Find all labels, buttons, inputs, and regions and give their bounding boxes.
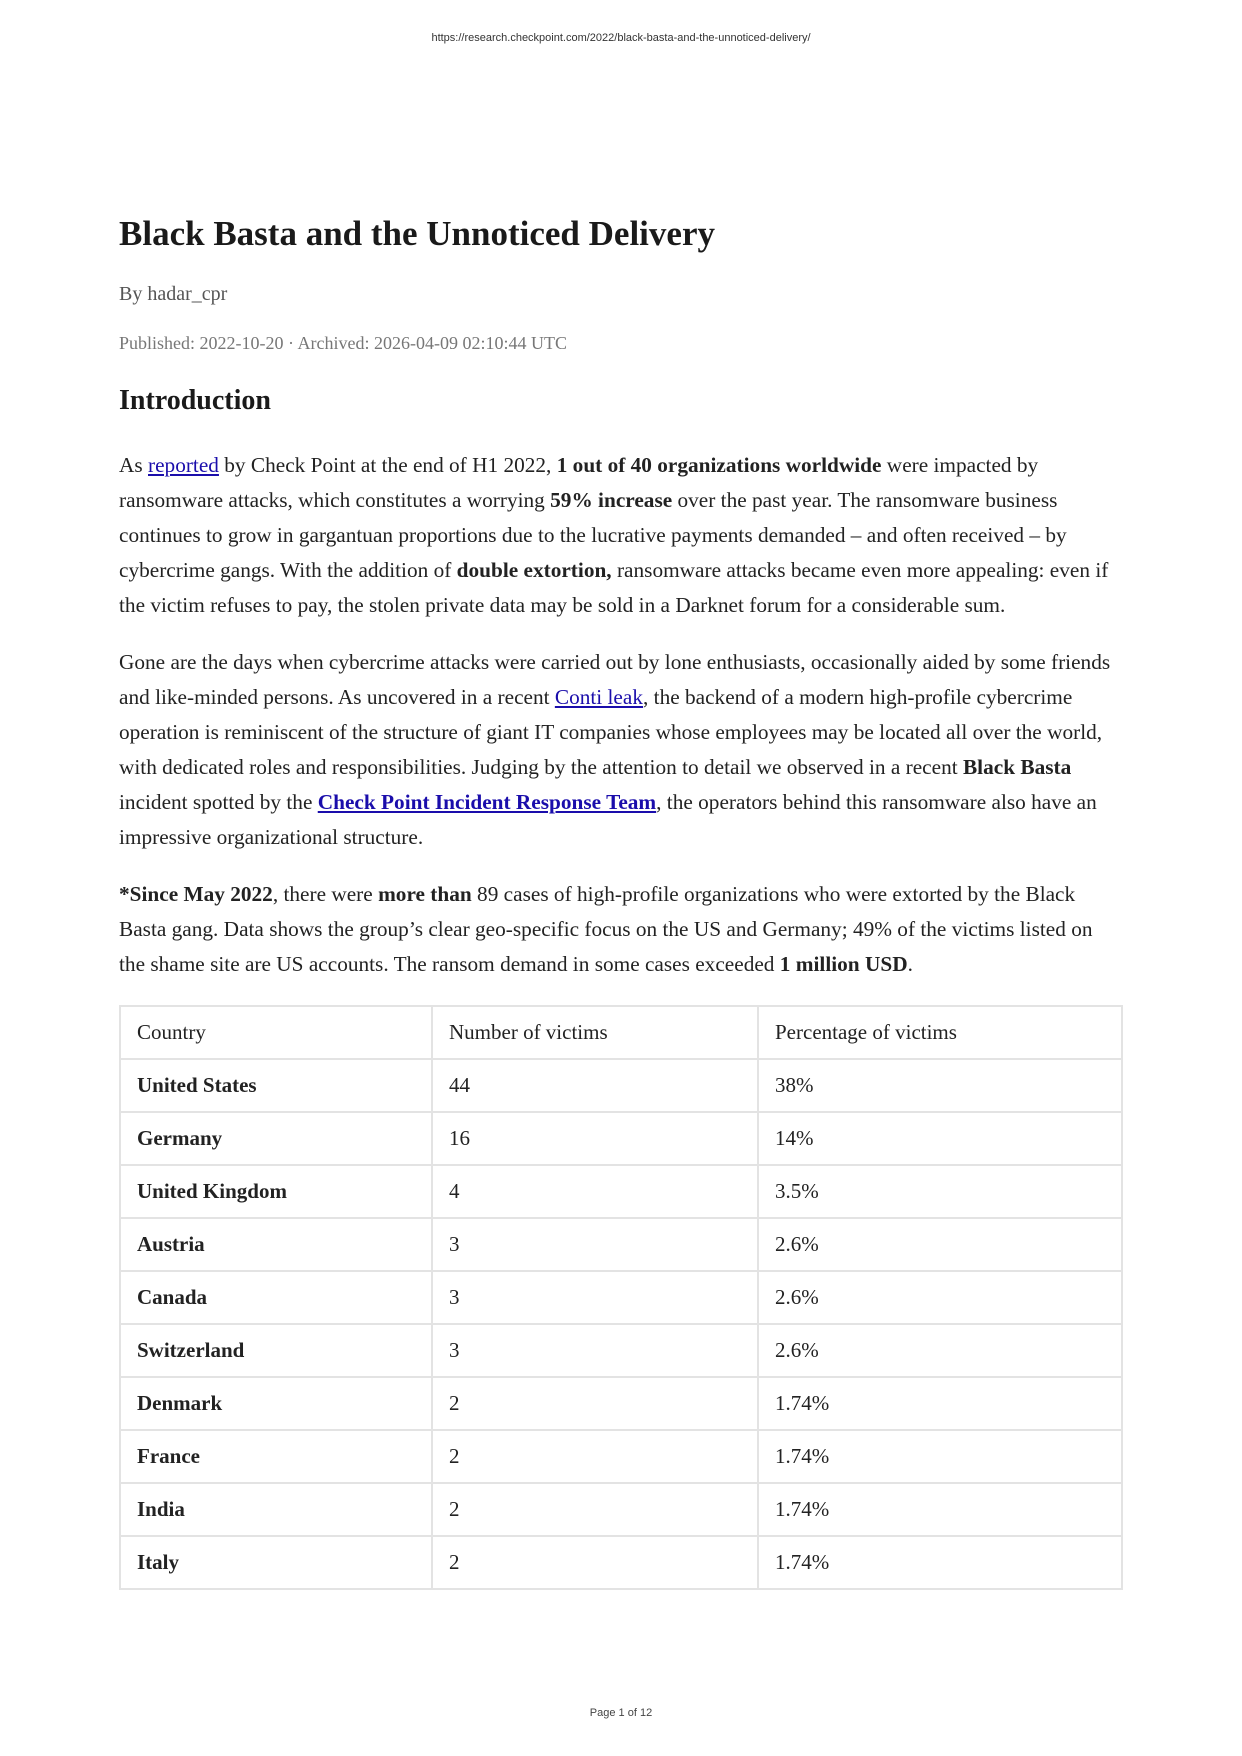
page-title: Black Basta and the Unnoticed Delivery [119,214,715,253]
percentage-cell: 2.6% [758,1324,1122,1377]
header-percentage: Percentage of victims [758,1006,1122,1059]
victims-cell: 3 [432,1271,758,1324]
country-cell: Canada [120,1271,432,1324]
bold-text: 59% increase [550,488,673,512]
victims-cell: 3 [432,1324,758,1377]
country-cell: Italy [120,1536,432,1589]
bold-text: double extortion, [456,558,612,582]
paragraph-1 [119,448,1123,623]
bold-text: 1 out of 40 organizations worldwide [556,453,882,477]
page-url-header: https://research.checkpoint.com/2022/black-basta-and-the-unnoticed-delivery/ [431,32,811,44]
text: , there were [272,882,379,906]
table-row [120,1165,1122,1218]
victims-table [119,1005,1123,1590]
percentage-cell: 1.74% [758,1536,1122,1589]
country-cell: India [120,1483,432,1536]
percentage-cell: 1.74% [758,1483,1122,1536]
page-number: Page 1 of 12 [589,1707,653,1719]
table-header-row [120,1006,1122,1059]
text: As [119,453,148,477]
section-heading: Introduction [119,385,271,416]
victims-cell: 2 [432,1377,758,1430]
article [119,212,1123,1590]
bold-text: more than [378,882,472,906]
percentage-cell: 1.74% [758,1377,1122,1430]
text: were impacted by ransomware attacks, which constitutes a worrying [119,453,1039,512]
victims-cell: 3 [432,1218,758,1271]
paragraph-3 [119,877,1123,982]
victims-cell: 4 [432,1165,758,1218]
percentage-cell: 14% [758,1112,1122,1165]
percentage-cell: 38% [758,1059,1122,1112]
table-row [120,1430,1122,1483]
table-row [120,1271,1122,1324]
text: . [907,952,913,976]
table-row [120,1536,1122,1589]
text: , the backend of a modern high-profile cybercrime operation is reminiscent of the structure of giant IT companies whose employees may be located all over the world, with dedicated roles and responsibilities. Judging by the attention to detail we observed in a recent [119,685,1103,779]
paragraph-2 [119,645,1123,855]
table-row [120,1483,1122,1536]
text: 89 cases of high-profile organizations who were extorted by the Black Basta gang. Data shows the group’s clear geo-specific focus on the US and Germany; 49% of the victims listed on the shame site are US accounts. The ransom demand in some cases exceeded [119,882,1093,976]
table-row [120,1218,1122,1271]
percentage-cell: 2.6% [758,1218,1122,1271]
bold-text: 1 million USD [779,952,908,976]
table-row [120,1324,1122,1377]
country-cell: United States [120,1059,432,1112]
victims-cell: 16 [432,1112,758,1165]
reported-link[interactable]: reported [148,453,219,477]
bold-text: Black Basta [962,755,1072,779]
country-cell: Germany [120,1112,432,1165]
bold-text: *Since May 2022 [119,882,273,906]
country-cell: United Kingdom [120,1165,432,1218]
byline: By hadar_cpr [119,283,228,305]
publish-meta: Published: 2022-10-20 · Archived: 2026-04-09 02:10:44 UTC [119,333,567,353]
percentage-cell: 3.5% [758,1165,1122,1218]
victims-cell: 2 [432,1430,758,1483]
country-cell: Switzerland [120,1324,432,1377]
text: ransomware attacks became even more appealing: even if the victim refuses to pay, the stolen private data may be sold in a Darknet forum for a considerable sum. [119,558,1109,617]
country-cell: Denmark [120,1377,432,1430]
table-row [120,1059,1122,1112]
text: over the past year. The ransomware business continues to grow in gargantuan proportions due to the lucrative payments demanded – and often received – by cybercrime gangs. With the addition of [119,488,1067,582]
header-number: Number of victims [432,1006,758,1059]
incident-response-team-link[interactable]: Check Point Incident Response Team [317,790,657,814]
text: Gone are the days when cybercrime attacks were carried out by lone enthusiasts, occasionally aided by some friends and like-minded persons. As uncovered in a recent [119,650,1111,709]
header-country: Country [120,1006,432,1059]
table-row [120,1377,1122,1430]
percentage-cell: 1.74% [758,1430,1122,1483]
country-cell: France [120,1430,432,1483]
text: by Check Point at the end of H1 2022, [218,453,557,477]
victims-cell: 2 [432,1536,758,1589]
country-cell: Austria [120,1218,432,1271]
text: incident spotted by the [119,790,318,814]
conti-leak-link[interactable]: Conti leak [554,685,643,709]
text: , the operators behind this ransomware also have an impressive organizational structure. [119,790,1097,849]
percentage-cell: 2.6% [758,1271,1122,1324]
victims-cell: 44 [432,1059,758,1112]
victims-cell: 2 [432,1483,758,1536]
table-row [120,1112,1122,1165]
